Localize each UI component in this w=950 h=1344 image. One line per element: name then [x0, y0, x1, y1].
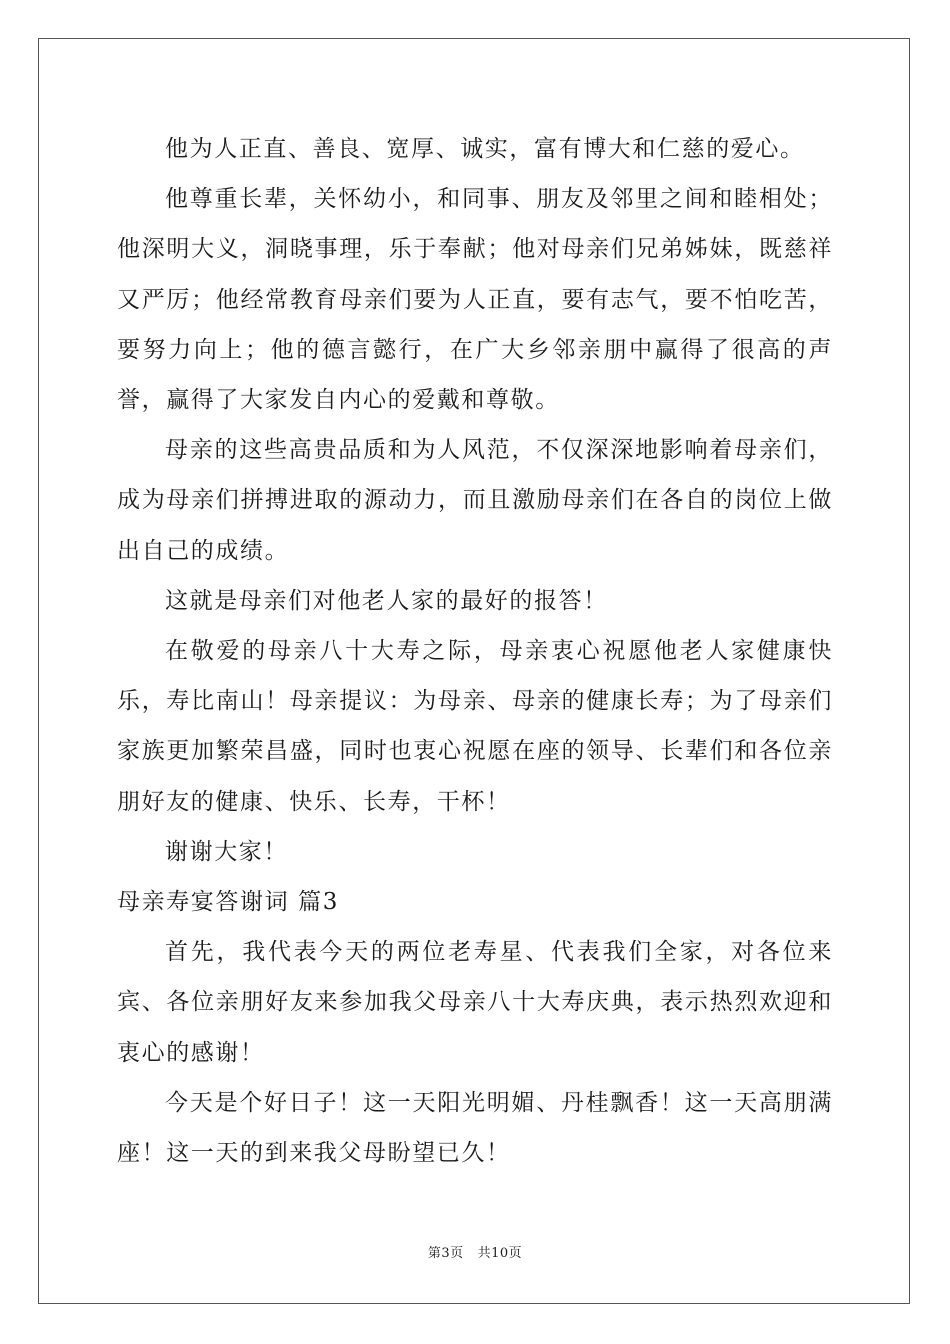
section-heading: 母亲寿宴答谢词 篇3 — [117, 889, 339, 916]
paragraph: 首先，我代表今天的两位老寿星、代表我们全家，对各位来宾、各位亲朋好友来参加我父母亲八十大寿庆典，表示热烈欢迎和衷心的感谢！ — [117, 939, 833, 1066]
page-total: 共10页 — [477, 1246, 523, 1261]
paragraph: 他为人正直、善良、宽厚、诚实，富有博大和仁慈的爱心。 — [165, 136, 805, 162]
page-footer — [0, 1242, 950, 1261]
page-number: 第3页 — [427, 1246, 464, 1261]
paragraph: 他尊重长辈，关怀幼小，和同事、朋友及邻里之间和睦相处；他深明大义，洞晓事理，乐于奉献；他对母亲们兄弟姊妹，既慈祥又严厉；他经常教育母亲们要为人正直，要有志气，要不怕吃苦，要努力向上；他的德言懿行，在广大乡邻亲朋中赢得了很高的声誉，赢得了大家发自内心的爱戴和尊敬。 — [117, 186, 833, 414]
paragraph: 谢谢大家！ — [165, 838, 288, 865]
paragraph: 母亲的这些高贵品质和为人风范，不仅深深地影响着母亲们，成为母亲们拼搏进取的源动力，而且激励母亲们在各自的岗位上做出自己的成绩。 — [117, 437, 833, 564]
paragraph: 在敬爱的母亲八十大寿之际，母亲衷心祝愿他老人家健康快乐，寿比南山！母亲提议：为母亲、母亲的健康长寿；为了母亲们家族更加繁荣昌盛，同时也衷心祝愿在座的领导、长辈们和各位亲朋好友的健康、快乐、长寿，干杯！ — [117, 638, 833, 815]
document-body — [117, 124, 833, 1178]
paragraph: 这就是母亲们对他老人家的最好的报答！ — [165, 587, 608, 614]
paragraph: 今天是个好日子！这一天阳光明媚、丹桂飘香！这一天高朋满座！这一天的到来我父母盼望已久！ — [117, 1089, 833, 1167]
